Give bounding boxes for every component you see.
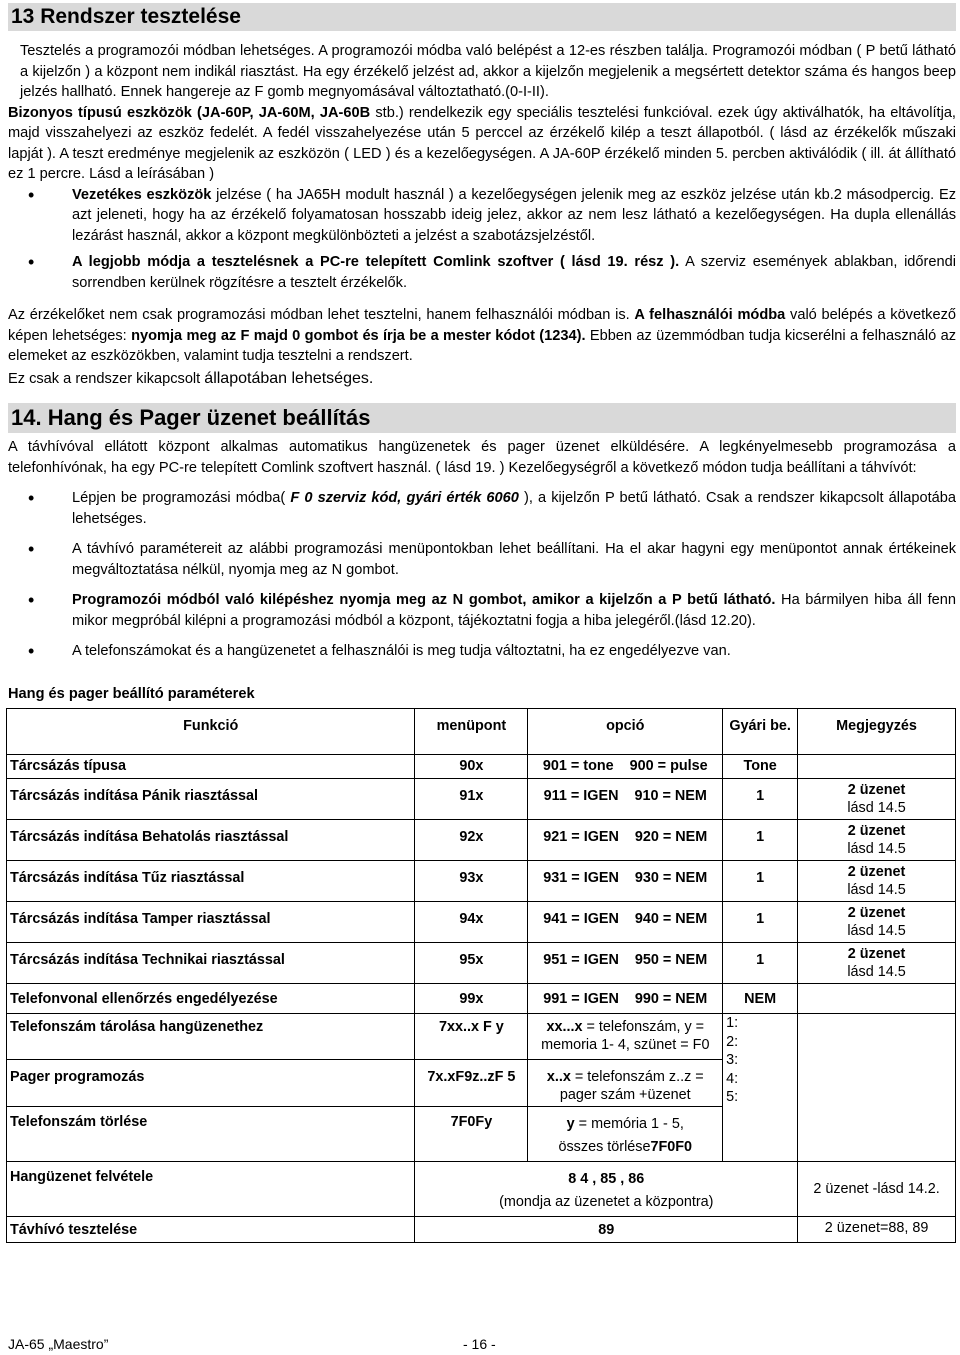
cell-opcio: 991 = IGEN 990 = NEM [528,984,723,1014]
footer-doc-name: JA-65 „Maestro” [8,1336,109,1352]
section-13-paragraph-1: Tesztelés a programozói módban lehetséges. A programozói módba való belépést a 12-es részben találja. Programozói módban ( P betű látható a kijelzőn ) a központ nem indikál riasztást. Ha egy érzékelő jelzést ad, akkor a kijelzőn megjelenik a megsértett detektor száma és hangos beep jelzés hallható. Ennek hangereje az F gomb megnyomásával változtatható.(0-I-II). [20,43,956,100]
cell-megjegyzes: 2 üzenet lásd 14.5 [798,902,956,943]
cell-opcio: 941 = IGEN 940 = NEM [528,902,723,943]
p3-text-a: Az érzékelőket nem csak programozási módban lehet tesztelni, hanem felhasználói módban is. [8,307,635,323]
cell-funkcio: Tárcsázás indítása Tamper riasztással [7,902,415,943]
cell-megjegyzes [798,1014,956,1060]
table-row [7,1060,956,1107]
cell-menupont: 7x.xF9z..zF 5 [415,1060,528,1107]
section-13-paragraph-3 [8,305,956,367]
p3-text-e: Ebben az üzemmódban tudja kicserélni a felhasználó az elemeket az eszközökben, valamint tudja tesztelni a rendszert. [8,327,956,364]
cell-menupont: 91x [415,779,528,820]
cell-menupont: 7F0Fy [415,1107,528,1162]
table-row [7,1014,956,1060]
table-row [7,861,956,902]
cell-opcio: 911 = IGEN 910 = NEM [528,779,723,820]
list-item-text: A szerviz események ablakban, időrendi sorrendben kerülnek rögzítésre a tesztelt érzékelők. [72,254,956,291]
list-item-text: ), a kijelzőn P betű látható. Csak a rendszer kikapcsolt állapotába lehetséges. [72,490,956,527]
cell-funkcio: Telefonvonal ellenőrzés engedélyezése [7,984,415,1014]
bullet-icon: • [28,252,35,272]
list-item [8,185,956,247]
section-14-paragraph-1: A távhívóval ellátott központ alkalmas automatikus hangüzenetek és pager üzenet elküldésére. A legkényelmesebb programozása a telefonhívónak, ha egy PC-re telepített Comlink szoftvert használ. ( lásd 19. ) Kezelőegységről a következő módon tudja beállítani a táhvívót: [8,439,956,476]
section-13 [8,3,956,389]
cell-menupont: 93x [415,861,528,902]
section-13-title: 13 Rendszer tesztelése [8,3,956,31]
table-header-row [7,709,956,755]
cell-menupont: 7xx..x F y [415,1014,528,1060]
page [8,3,956,1243]
cell-opcio: 901 = tone 900 = pulse [528,755,723,779]
p3-text-c: való belépés a következő képen lehetséges: [8,307,956,344]
cell-opcio: x..x = telefonszám z..z = pager szám +üzenet [528,1060,723,1107]
header-funkcio: Funkció [7,709,415,755]
cell-menupont: 90x [415,755,528,779]
list-item-bold: Vezetékes eszközök [72,186,212,203]
cell-opcio: y = memória 1 - 5, összes törlése7F0F0 [528,1107,723,1162]
list-item-bold-italic: F 0 szerviz kód, gyári érték 6060 [290,490,519,506]
cell-gyari: 1 [723,861,798,902]
list-item-bold: Programozói módból való kilépéshez nyomja meg az N gombot, amikor a kijelzőn a P betű látható. [72,592,776,608]
p4-text-a: Ez csak a rendszer kikapcsolt [8,370,205,387]
list-item [8,641,956,662]
cell-megjegyzes [798,1060,956,1107]
list-item [8,252,956,293]
parameter-table [6,708,956,1243]
list-item [8,590,956,631]
header-opcio: opció [528,709,723,755]
list-item-text: A telefonszámokat és a hangüzenetet a felhasználói is meg tudja változtatni, ha ez engedélyezve van. [72,643,731,659]
cell-opcio: 921 = IGEN 920 = NEM [528,820,723,861]
bullet-icon: • [28,539,35,559]
cell-megjegyzes: 2 üzenet lásd 14.5 [798,861,956,902]
footer-page-number: - 16 - [463,1336,496,1352]
cell-megjegyzes: 2 üzenet lásd 14.5 [798,779,956,820]
cell-gyari: 1 [723,902,798,943]
bullet-icon: • [28,488,35,508]
cell-funkcio: Tárcsázás indítása Behatolás riasztással [7,820,415,861]
list-item [8,539,956,580]
section-13-p2-text: stb.) rendelkezik egy speciális tesztelési funkcióval. ezek úgy aktiválhatók, ha eltávolítja, majd visszahelyezi az eszköz fedelét. A fedél visszahelyezése után 5 perccel az érzékelő kilép a teszt állapotból. ( lásd az érzékelők műszaki lapját ). A teszt eredménye megjelenik az eszközön ( LED ) és a kezelőegységen. A JA-60P érzékelő minden 5. percben aktiválódik ( ill. át állítható ez 1 percre. Lásd a leírásában ) [8,104,956,182]
section-13-paragraph-2 [8,103,956,185]
bullet-icon: • [28,641,35,661]
table-row [7,1162,956,1217]
cell-funkcio: Telefonszám törlése [7,1107,415,1162]
cell-gyari: 1 [723,820,798,861]
cell-gyari: NEM [723,984,798,1014]
list-item-text: A távhívó paramétereit az alábbi programozási menüpontokban lehet beállítani. Ha el akar hagyni egy menüpontot annak értékeinek megváltoztatása nélkül, nyomja meg az N gombot. [72,541,956,578]
cell-megjegyzes: 2 üzenet=88, 89 [798,1217,956,1243]
cell-menupont: 95x [415,943,528,984]
table-row [7,902,956,943]
list-item-text: Ha bármilyen hiba áll fenn mikor megpróbál kilépni a programozási módból a központ, tájékoztatni fogja a hiba jelegéről.(lásd 12.20). [72,592,956,629]
table-row [7,1107,956,1162]
cell-funkcio: Tárcsázás indítása Pánik riasztással [7,779,415,820]
p3-bold-b: A felhasználói módba [634,307,786,323]
cell-megjegyzes [798,984,956,1014]
cell-opcio: 89 [415,1217,798,1243]
table-row [7,1217,956,1243]
cell-funkcio: Telefonszám tárolása hangüzenethez [7,1014,415,1060]
cell-funkcio: Hangüzenet felvétele [7,1162,415,1217]
table-title: Hang és pager beállító paraméterek [8,685,255,702]
list-item-text: jelzése ( ha JA65H modult használ ) a kezelőegységen jelenik meg az eszköz jelzése után kb.2 másodpercig. Ez azt jeleneti, hogy ha az érzékelő folyamatosan hosszabb ideig jelez, akkor az nem lesz látható a kezelőegységen. Ha dupla ellenállás lezárást használ, akkor a központ megkülönbözteti a jelzést a szabotázsjelzéstől. [72,186,956,244]
section-13-p2-bold: Bizonyos típusú eszközök (JA-60P, JA-60M, JA-60B [8,104,371,121]
cell-gyari: 1 [723,943,798,984]
cell-menupont: 94x [415,902,528,943]
list-item [8,488,956,529]
cell-megjegyzes: 2 üzenet lásd 14.5 [798,820,956,861]
header-menupont: menüpont [415,709,528,755]
table-row [7,984,956,1014]
table-row [7,779,956,820]
section-14 [8,403,956,1243]
table-row [7,943,956,984]
cell-megjegyzes: 2 üzenet lásd 14.5 [798,943,956,984]
table-row [7,755,956,779]
cell-menupont: 92x [415,820,528,861]
cell-opcio: xx...x = telefonszám, y = memoria 1- 4, szünet = F0 [528,1014,723,1060]
cell-gyari: 1 [723,779,798,820]
cell-opcio: 931 = IGEN 930 = NEM [528,861,723,902]
cell-opcio: 8 4 , 85 , 86 (mondja az üzenetet a központra) [415,1162,798,1217]
table-row [7,820,956,861]
cell-gyari: Tone [723,755,798,779]
cell-megjegyzes [798,1107,956,1162]
cell-opcio: 951 = IGEN 950 = NEM [528,943,723,984]
cell-funkcio: Tárcsázás indítása Technikai riasztással [7,943,415,984]
header-megjegyzes: Megjegyzés [798,709,956,755]
cell-megjegyzes [798,755,956,779]
list-item-text: Lépjen be programozási módba( [72,490,291,506]
cell-funkcio: Tárcsázás típusa [7,755,415,779]
section-14-title: 14. Hang és Pager üzenet beállítás [8,403,956,433]
section-14-bullets [8,488,956,662]
cell-megjegyzes: 2 üzenet -lásd 14.2. [798,1162,956,1217]
list-item-bold: A legjobb módja a tesztelésnek a PC-re telepített Comlink szoftver ( lásd 19. rész ). [72,254,680,270]
cell-funkcio: Tárcsázás indítása Tűz riasztással [7,861,415,902]
bullet-icon: • [28,590,35,610]
section-13-paragraph-4 [8,369,956,390]
p4-text-b: állapotában lehetséges. [204,369,374,387]
bullet-icon: • [28,184,35,205]
p3-bold-d: nyomja meg az F majd 0 gombot és írja be a mester kódot (1234). [131,327,586,344]
cell-funkcio: Pager programozás [7,1060,415,1107]
cell-funkcio: Távhívó tesztelése [7,1217,415,1243]
cell-memory-slots: 1: 2: 3: 4: 5: [723,1014,798,1162]
cell-menupont: 99x [415,984,528,1014]
header-gyari: Gyári be. [723,709,798,755]
section-13-bullets [8,185,956,294]
